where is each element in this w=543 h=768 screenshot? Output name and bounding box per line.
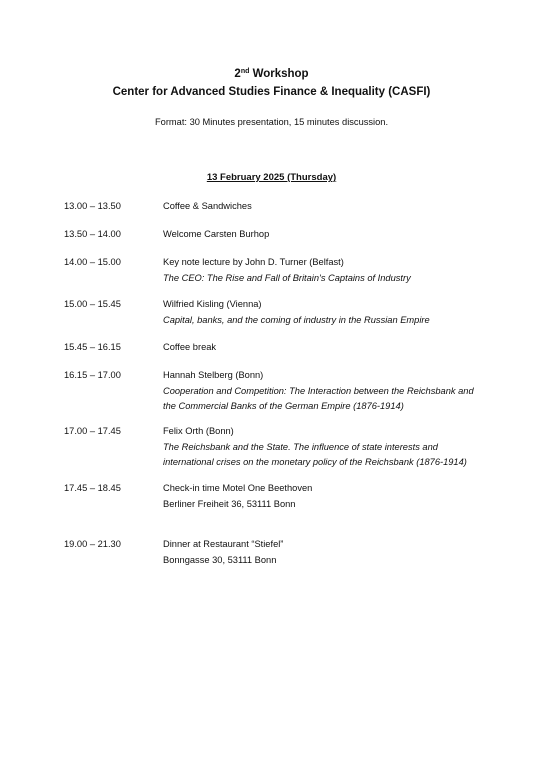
schedule-item-title: Key note lecture by John D. Turner (Belfast) <box>163 257 344 267</box>
schedule-time: 15.00 – 15.45 <box>64 299 121 309</box>
schedule-details <box>163 255 503 286</box>
schedule-item-title: Coffee & Sandwiches <box>163 201 252 211</box>
talk-title-continued: international crises on the monetary policy of the Reichsbank (1876-1914) <box>163 457 467 467</box>
schedule-details <box>163 227 503 243</box>
schedule-time: 19.00 – 21.30 <box>64 539 121 549</box>
schedule-time: 13.50 – 14.00 <box>64 229 121 239</box>
schedule-details <box>163 297 503 328</box>
schedule-item-title: Welcome Carsten Burhop <box>163 229 270 239</box>
schedule-time: 15.45 – 16.15 <box>64 342 121 352</box>
workshop-title-text: Workshop <box>249 68 309 80</box>
schedule-item-title: Felix Orth (Bonn) <box>163 426 234 436</box>
schedule-item-title: Dinner at Restaurant “Stiefel” <box>163 539 284 549</box>
schedule-time: 17.00 – 17.45 <box>64 426 121 436</box>
schedule-details <box>163 481 503 512</box>
talk-title-continued: the Commercial Banks of the German Empire (1876-1914) <box>163 401 404 411</box>
workshop-ordinal-suffix: nd <box>240 68 250 75</box>
schedule-details <box>163 368 503 415</box>
workshop-title <box>0 67 543 81</box>
schedule-details <box>163 537 503 568</box>
schedule-item-title: Wilfried Kisling (Vienna) <box>163 299 262 309</box>
schedule-time: 17.45 – 18.45 <box>64 483 121 493</box>
venue-address: Berliner Freiheit 36, 53111 Bonn <box>163 498 296 509</box>
workshop-ordinal: 2 <box>234 68 241 80</box>
format-note: Format: 30 Minutes presentation, 15 minutes discussion. <box>154 117 389 127</box>
schedule-item-title: Hannah Stelberg (Bonn) <box>163 370 264 380</box>
schedule-details <box>163 199 503 215</box>
talk-title: Cooperation and Competition: The Interaction between the Reichsbank and <box>163 385 474 396</box>
schedule-time: 13.00 – 13.50 <box>64 201 121 211</box>
schedule-time: 16.15 – 17.00 <box>64 370 121 380</box>
venue-address: Bonngasse 30, 53111 Bonn <box>163 554 277 565</box>
schedule-details <box>163 424 503 471</box>
schedule-details <box>163 340 503 356</box>
talk-title: Capital, banks, and the coming of industry in the Russian Empire <box>163 314 430 325</box>
schedule-item-title: Coffee break <box>163 342 217 352</box>
schedule-time: 14.00 – 15.00 <box>64 257 121 267</box>
talk-title: The Reichsbank and the State. The influence of state interests and <box>163 441 438 452</box>
date-heading: 13 February 2025 (Thursday) <box>206 172 337 183</box>
center-name: Center for Advanced Studies Finance & Inequality (CASFI) <box>112 86 431 98</box>
talk-title: The CEO: The Rise and Fall of Britain's Captains of Industry <box>163 272 411 283</box>
schedule-item-title: Check-in time Motel One Beethoven <box>163 483 313 493</box>
